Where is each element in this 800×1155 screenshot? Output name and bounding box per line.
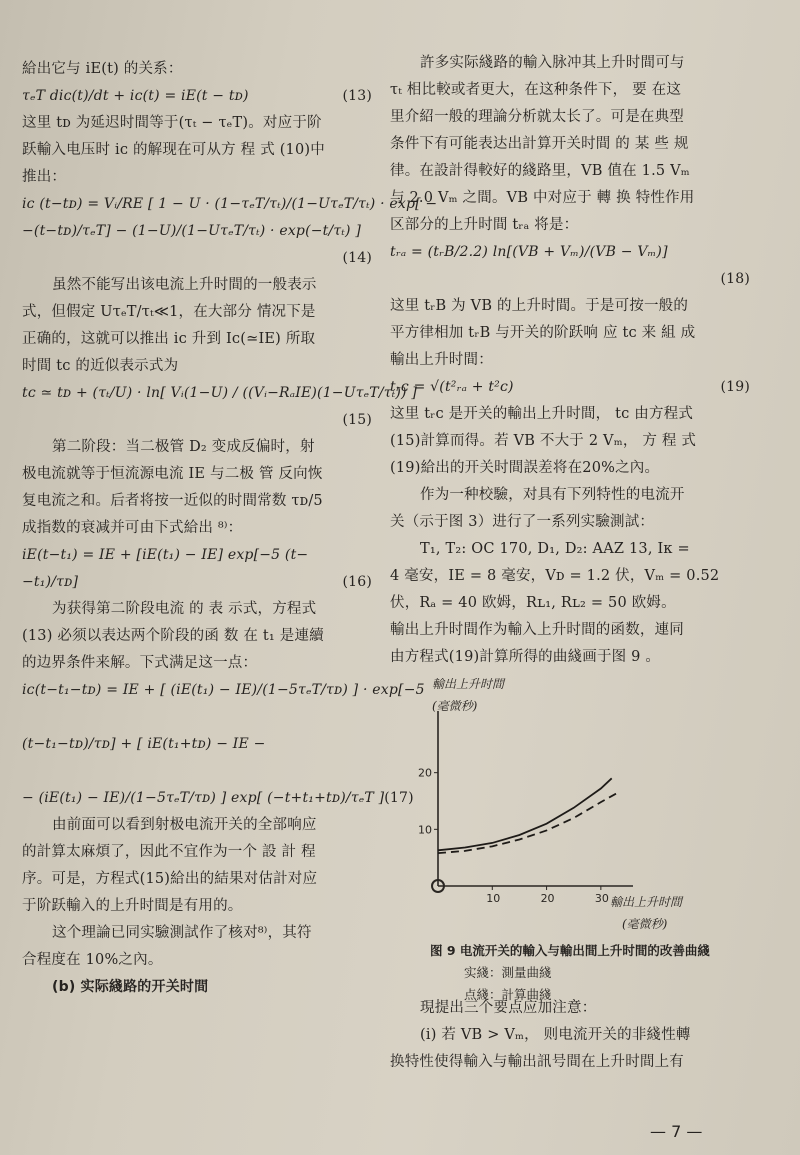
text-line: 輸出上升时間作为輸入上升时間的函数，連同 (390, 622, 684, 638)
equation-body: − (iE(t₁) − IE)/(1−5τₑT/τᴅ) ] exp[ (−t+t₁+tᴅ)/τₑT ] (22, 790, 385, 806)
equation-line (22, 407, 372, 434)
text-line: 成指数的衰减并可由下式給出 ⁸⁾： (22, 520, 243, 536)
calculated-curve (438, 793, 617, 853)
text-line: τₜ 相比較或者更大，在这种条件下， 要 在这 (390, 82, 682, 98)
y-axis-label-line1: 輸出上升时間 (432, 677, 505, 691)
text-line: 这里 tᵣB 为 VB 的上升时間。于是可按一般的 (390, 298, 689, 314)
text-line: 律。在設計得較好的綫路里，VB 值在 1.5 Vₘ (390, 163, 690, 179)
text-line: (15)計算而得。若 VB 不大于 2 Vₘ， 方 程 式 (390, 433, 697, 449)
text-line: 的計算太麻煩了，因此不宜作为一个 設 計 程 (22, 844, 316, 860)
text-line: 区部分的上升时間 tᵣₐ 将是： (390, 217, 579, 233)
equation-line (390, 266, 750, 293)
equation-number: (18) (720, 271, 750, 287)
equation-body: −t₁)/τᴅ] (22, 574, 79, 590)
equation-number: (16) (342, 574, 372, 590)
text-line: 許多实际綫路的輸入脉冲其上升时間可与 (420, 55, 685, 71)
page-number: — 7 — (650, 1122, 703, 1141)
caption-dashed-line: 点綫：計算曲綫 (464, 987, 552, 1002)
text-line: 与 2.0 Vₘ 之間。VB 中对应于 轉 换 特性作用 (390, 190, 695, 206)
right-column-continued (390, 995, 750, 1076)
text-line: 正确的，这就可以推出 iᴄ 升到 Iᴄ(≃IE) 所取 (22, 331, 316, 347)
text-line: tᵣₐ = (tᵣB/2.2) ln[(VB + Vₘ)/(VB − Vₘ)] (390, 244, 668, 260)
text-line: iᴄ(t−t₁−tᴅ) = IE + [ (iE(t₁) − IE)/(1−5τₑT/τᴅ) ] · exp[−5 (22, 682, 425, 698)
text-line: (b) 实际綫路的开关时間 (52, 979, 209, 995)
text-line: 为获得第二阶段电流 的 表 示式，方程式 (52, 601, 317, 617)
text-line: 时間 tᴄ 的近似表示式为 (22, 358, 179, 374)
x-axis-label-line2: (毫微秒) (622, 917, 668, 931)
x-tick-label: 20 (540, 892, 555, 905)
text-line: 条件下有可能表达出計算开关时間 的 某 些 规 (390, 136, 689, 152)
text-line: (i) 若 VB > Vₘ， 则电流开关的非綫性轉 (420, 1027, 691, 1043)
equation-number: (15) (342, 412, 372, 428)
text-line: 换特性使得輸入与輸出訊号間在上升时間上有 (390, 1054, 684, 1070)
equation-line (22, 83, 372, 110)
text-line: tᴄ ≃ tᴅ + (τₜ/U) · ln[ Vᵢ(1−U) / ((Vᵢ−RₐIE)(1−UτₑT/τₜ)) ] (22, 385, 417, 401)
text-line: 合程度在 10%之內。 (22, 952, 163, 968)
text-line: 里介紹一般的理論分析就太长了。可是在典型 (390, 109, 684, 125)
text-line (22, 758, 372, 785)
equation-body: τₑT diᴄ(t)/dt + iᴄ(t) = iE(t − tᴅ) (22, 88, 249, 104)
caption-title: 图 9 电流开关的輸入与輸出間上升时間的改善曲綫 (430, 943, 710, 958)
y-tick-label: 20 (418, 766, 432, 780)
text-line: 式，但假定 UτₑT/τₜ≪1，在大部分 情况下是 (22, 304, 316, 320)
text-line: 4 毫安，IE = 8 毫安，Vᴅ = 1.2 伏，Vₘ = 0.52 (390, 568, 720, 584)
text-line: 作为一种校驗，对具有下列特性的电流开 (420, 487, 685, 503)
equation-body: tᵣᴄ = √(t²ᵣₐ + t²ᴄ) (390, 379, 514, 395)
text-line: 推出： (22, 169, 67, 185)
text-line: 現提出三个要点应加注意： (420, 1000, 597, 1016)
text-line: 序。可是，方程式(15)給出的結果对估計对应 (22, 871, 318, 887)
text-line: 复电流之和。后者将按一近似的时間常数 τᴅ/5 (22, 493, 323, 509)
x-tick-label: 10 (486, 892, 501, 905)
right-column (390, 50, 750, 671)
equation-line (22, 245, 372, 272)
equation-number: (17) (384, 790, 414, 806)
text-line: iᴄ (t−tᴅ) = Vᵢ/RE [ 1 − U · (1−τₑT/τₜ)/(1−UτₑT/τₜ) · exp[ − (22, 196, 438, 212)
text-line: (19)給出的开关时間誤差将在20%之內。 (390, 460, 660, 476)
measured-curve (438, 778, 612, 850)
text-line: 这个理論已同实驗測試作了核对⁸⁾，其符 (52, 925, 312, 941)
text-line: 給出它与 iE(t) 的关系： (22, 61, 183, 77)
equation-number: (19) (720, 379, 750, 395)
text-line: 虽然不能写出该电流上升时間的一般表示 (52, 277, 317, 293)
text-line: 极电流就等于恒流源电流 IE 与二极 管 反向恢 (22, 466, 323, 482)
y-tick-label: 10 (418, 823, 432, 837)
text-line: 由前面可以看到射极电流开关的全部响应 (52, 817, 317, 833)
text-line: 伏，Rₐ = 40 欧姆，Rʟ₁, Rʟ₂ = 50 欧姆。 (390, 595, 676, 611)
caption-solid-line: 实綫：測量曲綫 (464, 965, 552, 980)
text-line: 于阶跃輸入的上升时間是有用的。 (22, 898, 243, 914)
equation-line (22, 569, 372, 596)
text-line: 这里 tᴅ 为延迟时間等于(τₜ − τₑT)。对应于阶 (22, 115, 322, 131)
text-line: (t−t₁−tᴅ)/τᴅ] + [ iE(t₁+tᴅ) − IE − (22, 736, 266, 752)
text-line (22, 704, 372, 731)
text-line: 这里 tᵣᴄ 是开关的輸出上升时間， tᴄ 由方程式 (390, 406, 694, 422)
equation-line (390, 374, 750, 401)
text-line: 第二阶段：当二极管 D₂ 变成反偏时，射 (52, 439, 315, 455)
y-axis-label-line2: (毫微秒) (432, 699, 478, 713)
text-line: iE(t−t₁) = IE + [iE(t₁) − IE] exp[−5 (t− (22, 547, 309, 563)
text-line: 輸出上升时間： (390, 352, 493, 368)
text-line: (13) 必须以表达两个阶段的函 数 在 t₁ 是連續 (22, 628, 324, 644)
equation-line (22, 785, 414, 812)
text-line: 由方程式(19)計算所得的曲綫画于图 9 。 (390, 649, 661, 665)
figure-9-chart (410, 668, 730, 948)
text-line: T₁, T₂: OC 170, D₁, D₂: AAZ 13, Iᴋ = (420, 541, 690, 557)
x-tick-label: 30 (594, 892, 609, 905)
text-line: 跃輸入电压时 iᴄ 的解现在可从方 程 式 (10)中 (22, 142, 325, 158)
text-line: 关（示于图 3）进行了一系列实驗測試： (390, 514, 655, 530)
text-line: 平方律相加 tᵣB 与开关的阶跃响 应 tᴄ 来 組 成 (390, 325, 696, 341)
text-line: −(t−tᴅ)/τₑT] − (1−U)/(1−UτₑT/τₜ) · exp(−t/τₜ) ] (22, 223, 362, 239)
equation-number: (14) (342, 250, 372, 266)
text-line: 的边界条件来解。下式满足这一点： (22, 655, 258, 671)
x-axis-label-line1: 輸出上升时間 (610, 895, 683, 909)
equation-number: (13) (342, 88, 372, 104)
